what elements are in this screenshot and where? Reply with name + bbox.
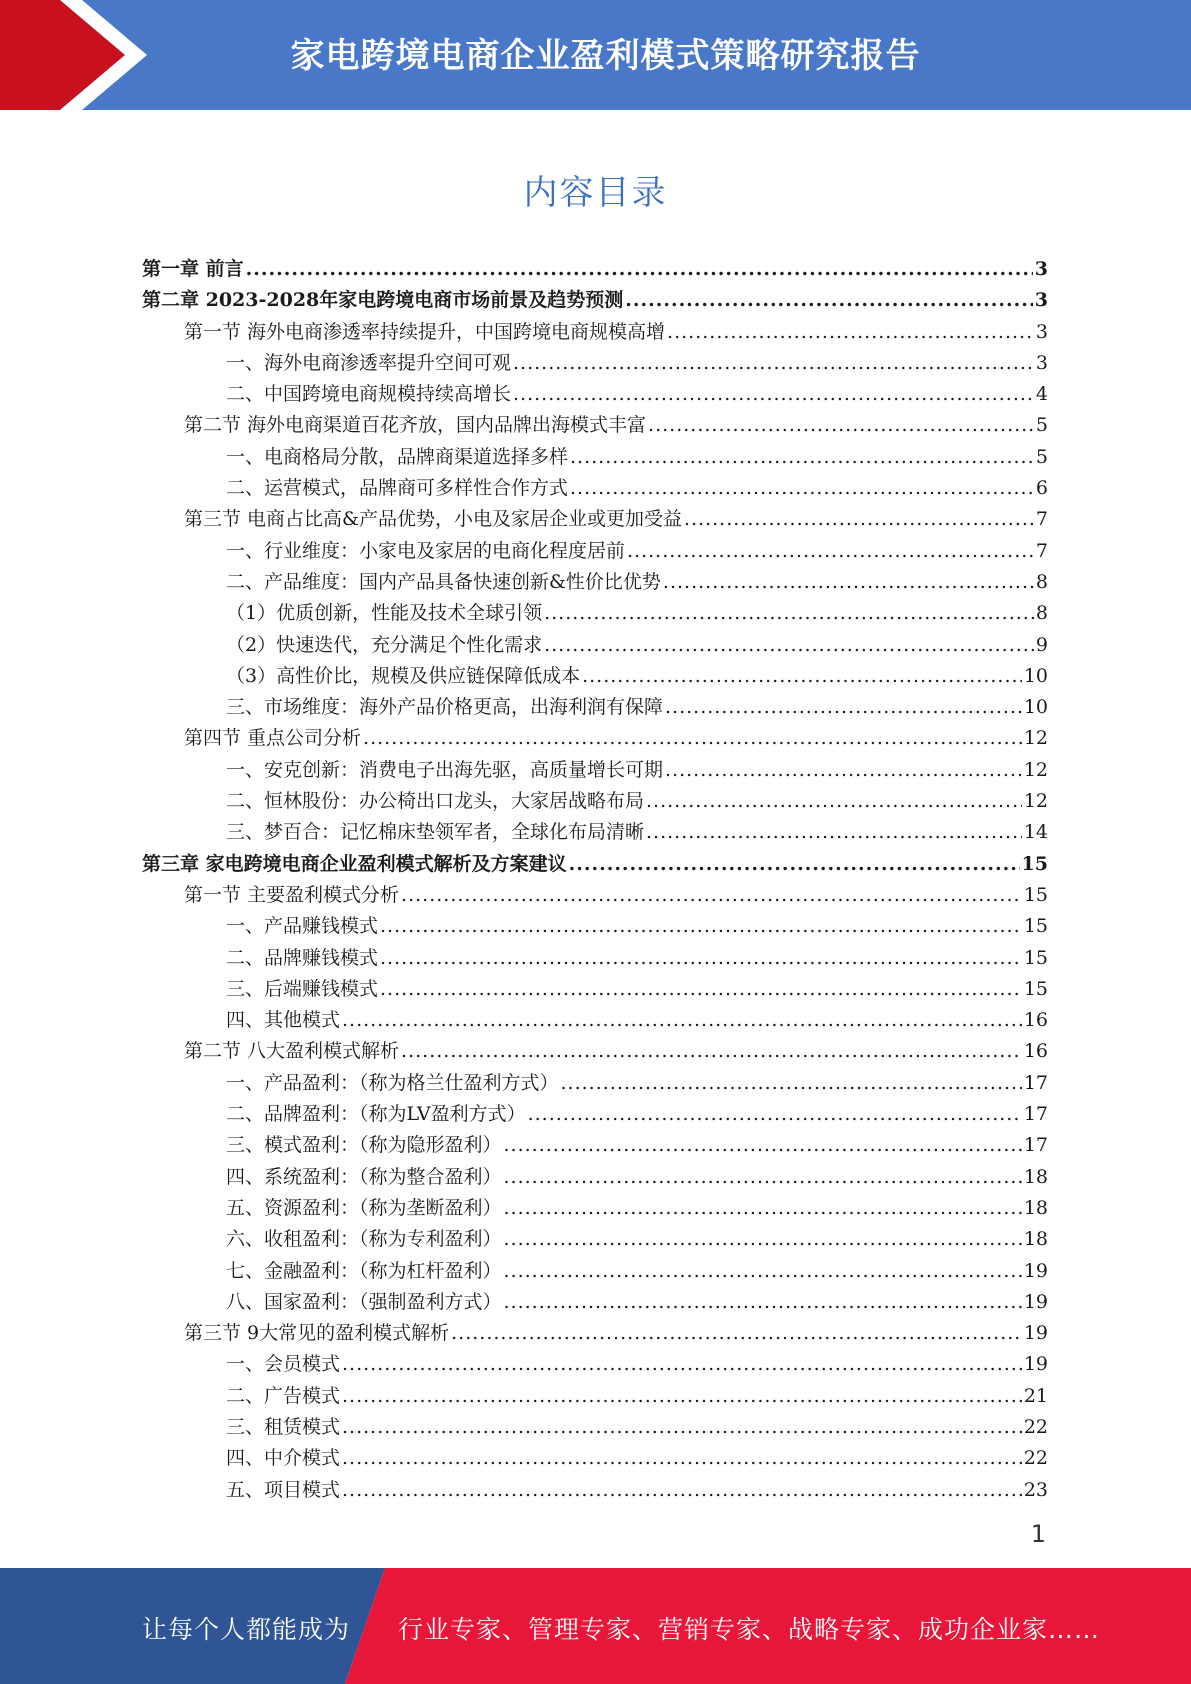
toc-entry-page: 5: [1035, 414, 1048, 437]
toc-dot-leader: [504, 1162, 1022, 1193]
toc-entry-page: 15: [1023, 977, 1048, 1000]
toc-entry-page: 3: [1034, 258, 1048, 280]
toc-dot-leader: [544, 598, 1034, 629]
toc-dot-leader: [380, 911, 1022, 942]
toc-entry-title: 二、品牌赚钱模式: [226, 946, 379, 969]
toc-entry-title: 八、国家盈利：（强制盈利方式）: [226, 1290, 502, 1313]
toc-entry-page: 22: [1023, 1415, 1048, 1438]
toc-entry-title: 七、金融盈利：（称为杠杆盈利）: [226, 1259, 502, 1282]
toc-entry[interactable]: [142, 504, 1048, 535]
toc-entry-page: 6: [1035, 477, 1048, 500]
toc-dot-leader: [627, 536, 1034, 567]
toc-entry-title: 二、产品维度：国内产品具备快速创新&性价比优势: [226, 570, 661, 593]
footer-slogan-left: 让每个人都能成为: [142, 1615, 351, 1644]
toc-entry-page: 12: [1023, 758, 1048, 781]
toc-dot-leader: [504, 1287, 1022, 1318]
toc-entry[interactable]: [142, 1443, 1048, 1474]
toc-dot-leader: [246, 254, 1033, 285]
toc-dot-leader: [646, 817, 1022, 848]
toc-entry-title: 一、会员模式: [226, 1353, 341, 1376]
toc-entry[interactable]: [142, 1036, 1048, 1067]
toc-entry-page: 18: [1023, 1196, 1048, 1219]
toc-entry-page: 9: [1035, 633, 1048, 656]
toc-dot-leader: [504, 1193, 1022, 1224]
toc-entry-page: 7: [1035, 539, 1048, 562]
toc-entry-page: 17: [1023, 1103, 1048, 1126]
toc-dot-leader: [665, 755, 1022, 786]
toc-entry-title: 一、海外电商渗透率提升空间可观: [226, 351, 512, 374]
toc-dot-leader: [528, 1099, 1022, 1130]
toc-dot-leader: [684, 504, 1034, 535]
toc-entry-title: 第一章 前言: [142, 258, 244, 280]
toc-dot-leader: [504, 1130, 1022, 1161]
toc-entry[interactable]: [142, 442, 1048, 473]
toc-entry-title: （2）快速迭代，充分满足个性化需求: [226, 633, 543, 656]
toc-entry-title: 四、其他模式: [226, 1009, 341, 1032]
toc-entry-title: 三、模式盈利：（称为隐形盈利）: [226, 1134, 502, 1157]
toc-entry-page: 3: [1034, 289, 1048, 312]
toc-entry-title: 二、运营模式，品牌商可多样性合作方式: [226, 477, 569, 500]
toc-dot-leader: [380, 974, 1022, 1005]
toc-entry[interactable]: [142, 598, 1048, 629]
toc-entry-title: 一、安克创新：消费电子出海先驱，高质量增长可期: [226, 758, 664, 781]
toc-entry[interactable]: [142, 1162, 1048, 1193]
toc-entry[interactable]: [142, 1068, 1048, 1099]
header-banner: [0, 0, 1191, 110]
toc-dot-leader: [342, 1349, 1022, 1380]
toc-entry-title: 一、电商格局分散，品牌商渠道选择多样: [226, 445, 569, 468]
toc-entry-title: 第四节 重点公司分析: [184, 727, 362, 750]
toc-entry[interactable]: [142, 1224, 1048, 1255]
toc-dot-leader: [401, 880, 1022, 911]
toc-entry[interactable]: [142, 943, 1048, 974]
toc-entry-title: 二、中国跨境电商规模持续高增长: [226, 383, 512, 406]
toc-entry[interactable]: [142, 1193, 1048, 1224]
toc-entry-title: 三、市场维度：海外产品价格更高，出海利润有保障: [226, 696, 664, 719]
toc-entry-title: 第三节 电商占比高&产品优势，小电及家居企业或更加受益: [184, 508, 682, 531]
toc-dot-leader: [648, 410, 1034, 441]
toc-dot-leader: [451, 1318, 1022, 1349]
toc-entry[interactable]: [142, 536, 1048, 567]
toc-entry[interactable]: [142, 1412, 1048, 1443]
toc-entry[interactable]: [142, 1318, 1048, 1349]
toc-entry-title: 三、租赁模式: [226, 1415, 341, 1438]
toc-entry[interactable]: [142, 817, 1048, 848]
toc-entry-title: （1）优质创新，性能及技术全球引领: [226, 602, 543, 625]
toc-entry[interactable]: [142, 723, 1048, 754]
toc-dot-leader: [569, 849, 1020, 880]
toc-entry[interactable]: [142, 692, 1048, 723]
toc-entry-page: 15: [1023, 946, 1048, 969]
toc-entry-title: 第二节 八大盈利模式解析: [184, 1040, 400, 1063]
toc-dot-leader: [342, 1443, 1022, 1474]
toc-dot-leader: [342, 1381, 1022, 1412]
toc-entry[interactable]: [142, 1287, 1048, 1318]
footer-slogan-right: 行业专家、管理专家、营销专家、战略专家、成功企业家……: [398, 1615, 1101, 1644]
toc-entry-page: 23: [1023, 1478, 1048, 1501]
toc-entry[interactable]: [142, 1256, 1048, 1287]
toc-entry-title: 第二章 2023-2028年家电跨境电商市场前景及趋势预测: [142, 289, 624, 312]
toc-entry-page: 15: [1023, 915, 1048, 938]
toc-entry-title: 二、恒林股份：办公椅出口龙头，大家居战略布局: [226, 790, 645, 813]
toc-entry-page: 16: [1023, 1040, 1048, 1063]
page-number: 1: [1030, 1520, 1046, 1548]
toc-entry-title: 六、收租盈利：（称为专利盈利）: [226, 1228, 502, 1251]
toc-entry-page: 18: [1023, 1228, 1048, 1251]
toc-entry-page: 3: [1035, 320, 1048, 343]
toc-entry[interactable]: [142, 254, 1048, 285]
footer-banner: [0, 1568, 1191, 1684]
toc-entry[interactable]: [142, 410, 1048, 441]
toc-entry-page: 21: [1023, 1384, 1048, 1407]
toc-entry-page: 10: [1023, 696, 1048, 719]
toc-dot-leader: [646, 786, 1022, 817]
toc-entry-page: 3: [1035, 351, 1048, 374]
toc-entry-title: 二、广告模式: [226, 1384, 341, 1407]
toc-entry-page: 12: [1023, 790, 1048, 813]
toc-entry-page: 17: [1023, 1134, 1048, 1157]
toc-heading: 内容目录: [523, 173, 668, 213]
toc-entry[interactable]: [142, 911, 1048, 942]
toc-entry[interactable]: [142, 1005, 1048, 1036]
toc-entry-page: 19: [1023, 1322, 1048, 1345]
toc-entry-title: 五、项目模式: [226, 1478, 341, 1501]
toc-dot-leader: [401, 1036, 1022, 1067]
report-title: 家电跨境电商企业盈利模式策略研究报告: [290, 36, 921, 76]
toc-entry[interactable]: [142, 285, 1048, 316]
toc-entry-page: 16: [1023, 1009, 1048, 1032]
toc-entry[interactable]: [142, 1475, 1048, 1506]
toc-dot-leader: [582, 661, 1022, 692]
toc-dot-leader: [570, 442, 1034, 473]
toc-entry-title: 五、资源盈利：（称为垄断盈利）: [226, 1196, 502, 1219]
toc-dot-leader: [513, 348, 1034, 379]
toc-entry[interactable]: [142, 974, 1048, 1005]
toc-entry-page: 19: [1023, 1353, 1048, 1376]
toc-dot-leader: [544, 630, 1034, 661]
toc-entry[interactable]: [142, 630, 1048, 661]
toc-entry-title: 第一节 海外电商渗透率持续提升，中国跨境电商规模高增: [184, 320, 666, 343]
toc-dot-leader: [363, 723, 1022, 754]
toc-entry[interactable]: [142, 661, 1048, 692]
table-of-contents: [142, 254, 1048, 1506]
toc-entry-title: 第二节 海外电商渠道百花齐放，国内品牌出海模式丰富: [184, 414, 647, 437]
toc-dot-leader: [380, 943, 1022, 974]
toc-entry[interactable]: [142, 567, 1048, 598]
toc-entry-title: 一、产品赚钱模式: [226, 915, 379, 938]
toc-entry-title: 二、品牌盈利：（称为LV盈利方式）: [226, 1103, 526, 1126]
toc-entry-page: 4: [1035, 383, 1048, 406]
toc-entry-page: 15: [1023, 883, 1048, 906]
toc-entry-page: 17: [1023, 1071, 1048, 1094]
toc-entry[interactable]: [142, 786, 1048, 817]
toc-entry-page: 19: [1023, 1290, 1048, 1313]
toc-entry-page: 14: [1023, 821, 1048, 844]
toc-dot-leader: [625, 285, 1033, 316]
toc-dot-leader: [561, 1068, 1022, 1099]
toc-entry-page: 8: [1035, 570, 1048, 593]
toc-entry-title: 第三章 家电跨境电商企业盈利模式解析及方案建议: [142, 852, 567, 875]
toc-entry-page: 18: [1023, 1165, 1048, 1188]
toc-entry[interactable]: [142, 1130, 1048, 1161]
toc-dot-leader: [342, 1412, 1022, 1443]
toc-entry-page: 10: [1023, 664, 1048, 687]
toc-dot-leader: [504, 1256, 1022, 1287]
toc-dot-leader: [504, 1224, 1022, 1255]
toc-dot-leader: [663, 567, 1034, 598]
toc-dot-leader: [570, 473, 1034, 504]
toc-entry-title: 四、系统盈利：（称为整合盈利）: [226, 1165, 502, 1188]
toc-entry-page: 8: [1035, 602, 1048, 625]
toc-entry-page: 5: [1035, 445, 1048, 468]
toc-dot-leader: [667, 317, 1034, 348]
toc-entry-title: 一、产品盈利：（称为格兰仕盈利方式）: [226, 1071, 559, 1094]
toc-entry[interactable]: [142, 348, 1048, 379]
toc-dot-leader: [513, 379, 1034, 410]
toc-entry-page: 22: [1023, 1447, 1048, 1470]
toc-entry-title: 三、后端赚钱模式: [226, 977, 379, 1000]
toc-entry[interactable]: [142, 880, 1048, 911]
toc-entry-title: 三、梦百合：记忆棉床垫领军者，全球化布局清晰: [226, 821, 645, 844]
toc-entry[interactable]: [142, 379, 1048, 410]
toc-entry-title: 四、中介模式: [226, 1447, 341, 1470]
toc-dot-leader: [665, 692, 1022, 723]
toc-entry-title: 第一节 主要盈利模式分析: [184, 883, 400, 906]
toc-entry[interactable]: [142, 317, 1048, 348]
toc-dot-leader: [342, 1005, 1022, 1036]
toc-entry-title: （3）高性价比，规模及供应链保障低成本: [226, 664, 581, 687]
toc-entry[interactable]: [142, 473, 1048, 504]
toc-entry-title: 一、行业维度：小家电及家居的电商化程度居前: [226, 539, 626, 562]
toc-entry-page: 12: [1023, 727, 1048, 750]
toc-entry-page: 7: [1035, 508, 1048, 531]
toc-entry-title: 第三节 9大常见的盈利模式解析: [184, 1322, 450, 1345]
toc-entry[interactable]: [142, 755, 1048, 786]
toc-entry-page: 19: [1023, 1259, 1048, 1282]
toc-entry[interactable]: [142, 1349, 1048, 1380]
toc-entry-page: 15: [1021, 852, 1048, 875]
toc-entry[interactable]: [142, 1099, 1048, 1130]
toc-entry[interactable]: [142, 849, 1048, 880]
toc-entry[interactable]: [142, 1381, 1048, 1412]
toc-dot-leader: [342, 1475, 1022, 1506]
